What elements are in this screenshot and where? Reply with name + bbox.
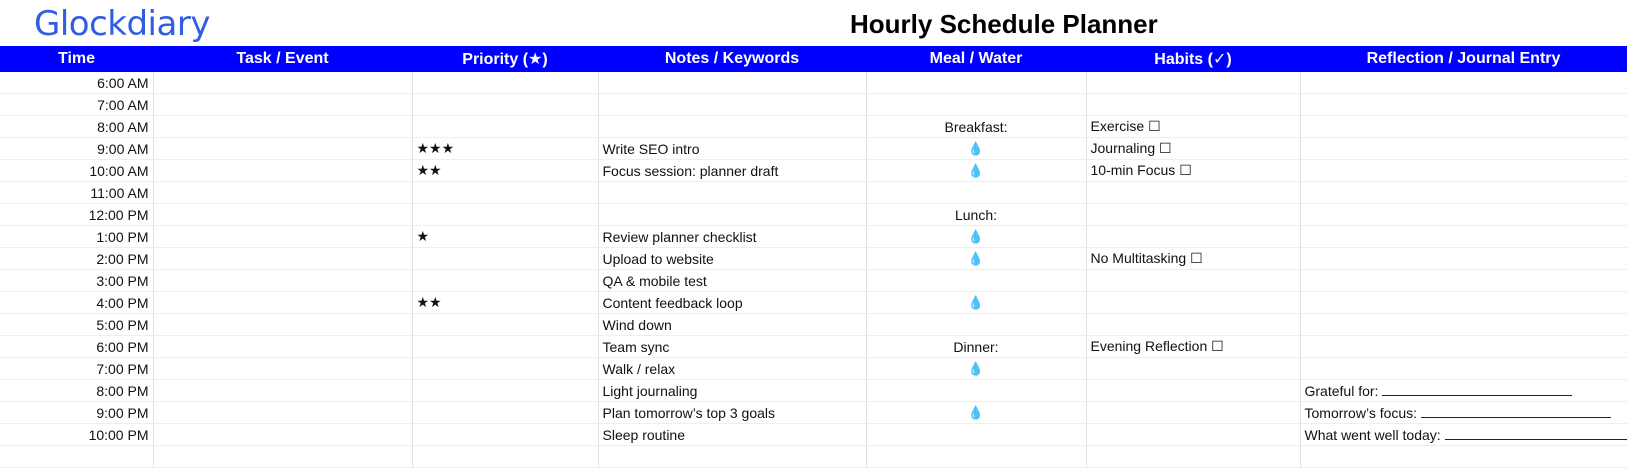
cell-habit[interactable] xyxy=(1086,72,1300,94)
cell-task[interactable] xyxy=(153,380,412,402)
cell-task[interactable] xyxy=(153,446,412,468)
table-row xyxy=(0,292,1627,314)
top-bar xyxy=(0,0,1627,46)
cell-text: 7:00 AM xyxy=(97,96,149,113)
cell-time[interactable] xyxy=(0,72,153,94)
cell-reflection[interactable] xyxy=(1300,160,1627,182)
cell-task[interactable] xyxy=(153,314,412,336)
table-row xyxy=(0,270,1627,292)
cell-time[interactable] xyxy=(0,380,153,402)
cell-text: Team sync xyxy=(602,338,670,355)
cell-task[interactable] xyxy=(153,182,412,204)
cell-habit[interactable] xyxy=(1086,248,1300,270)
cell-text: Write SEO intro xyxy=(602,140,700,157)
cell-text: Upload to website xyxy=(602,250,714,267)
cell-task[interactable] xyxy=(153,116,412,138)
cell-text: Journaling ☐ xyxy=(1090,140,1172,156)
cell-notes[interactable] xyxy=(598,160,866,182)
table-row xyxy=(0,314,1627,336)
cell-text: Focus session: planner draft xyxy=(602,162,779,179)
cell-notes[interactable] xyxy=(598,336,866,358)
cell-text: No Multitasking ☐ xyxy=(1090,250,1203,266)
cell-priority[interactable] xyxy=(412,402,598,424)
cell-text: 3:00 PM xyxy=(96,272,149,289)
cell-notes[interactable] xyxy=(598,94,866,116)
cell-task[interactable] xyxy=(153,94,412,116)
cell-time[interactable] xyxy=(0,182,153,204)
cell-priority[interactable] xyxy=(412,204,598,226)
column-header-reflection[interactable]: Reflection / Journal Entry xyxy=(1300,46,1627,72)
cell-time[interactable] xyxy=(0,402,153,424)
cell-text: 4:00 PM xyxy=(96,294,149,311)
table-row xyxy=(0,182,1627,204)
fill-in-line xyxy=(1421,405,1611,418)
cell-meal[interactable] xyxy=(866,116,1086,138)
cell-text: 10:00 PM xyxy=(88,426,149,443)
cell-notes[interactable] xyxy=(598,116,866,138)
cell-priority[interactable] xyxy=(412,380,598,402)
cell-task[interactable] xyxy=(153,424,412,446)
cell-reflection[interactable] xyxy=(1300,204,1627,226)
cell-habit[interactable] xyxy=(1086,336,1300,358)
cell-priority[interactable] xyxy=(412,358,598,380)
cell-priority[interactable] xyxy=(412,314,598,336)
table-row xyxy=(0,226,1627,248)
cell-habit[interactable] xyxy=(1086,182,1300,204)
cell-habit[interactable] xyxy=(1086,358,1300,380)
cell-reflection[interactable] xyxy=(1300,380,1627,402)
cell-reflection[interactable] xyxy=(1300,446,1627,468)
cell-time[interactable] xyxy=(0,116,153,138)
cell-meal[interactable] xyxy=(866,402,1086,424)
cell-meal[interactable] xyxy=(866,226,1086,248)
cell-text: Grateful for: xyxy=(1304,382,1379,399)
cell-time[interactable] xyxy=(0,424,153,446)
cell-meal[interactable] xyxy=(866,160,1086,182)
cell-text: Content feedback loop xyxy=(602,294,743,311)
cell-text: 8:00 PM xyxy=(96,382,149,399)
cell-notes[interactable] xyxy=(598,248,866,270)
cell-priority[interactable] xyxy=(412,248,598,270)
cell-text: 5:00 PM xyxy=(96,316,149,333)
cell-notes[interactable] xyxy=(598,380,866,402)
table-row xyxy=(0,204,1627,226)
cell-reflection[interactable] xyxy=(1300,226,1627,248)
table-row xyxy=(0,358,1627,380)
cell-text: ★★★ xyxy=(416,140,455,156)
cell-meal[interactable] xyxy=(866,72,1086,94)
cell-notes[interactable] xyxy=(598,424,866,446)
cell-time[interactable] xyxy=(0,314,153,336)
cell-task[interactable] xyxy=(153,292,412,314)
cell-notes[interactable] xyxy=(598,182,866,204)
cell-priority[interactable] xyxy=(412,160,598,182)
table-row xyxy=(0,402,1627,424)
cell-time[interactable] xyxy=(0,292,153,314)
fill-in-line xyxy=(1382,383,1572,396)
water-drop-icon: 💧 xyxy=(967,361,985,376)
cell-text: 9:00 PM xyxy=(96,404,149,421)
cell-meal[interactable] xyxy=(866,380,1086,402)
cell-reflection[interactable] xyxy=(1300,116,1627,138)
cell-reflection[interactable] xyxy=(1300,248,1627,270)
cell-priority[interactable] xyxy=(412,226,598,248)
cell-reflection[interactable] xyxy=(1300,314,1627,336)
cell-text: Walk / relax xyxy=(602,360,676,377)
column-header-time[interactable]: Time xyxy=(0,46,153,72)
cell-text: Tomorrow’s focus: xyxy=(1304,404,1418,421)
cell-time[interactable] xyxy=(0,248,153,270)
cell-task[interactable] xyxy=(153,160,412,182)
cell-text: Breakfast: xyxy=(944,118,1008,135)
table-body xyxy=(0,72,1627,468)
cell-text: 1:00 PM xyxy=(96,228,149,245)
cell-text: Dinner: xyxy=(953,338,999,355)
cell-notes[interactable] xyxy=(598,292,866,314)
cell-task[interactable] xyxy=(153,72,412,94)
cell-meal[interactable] xyxy=(866,446,1086,468)
cell-reflection[interactable] xyxy=(1300,94,1627,116)
table-row xyxy=(0,160,1627,182)
table-row xyxy=(0,116,1627,138)
cell-priority[interactable] xyxy=(412,336,598,358)
cell-meal[interactable] xyxy=(866,424,1086,446)
cell-habit[interactable] xyxy=(1086,226,1300,248)
cell-notes[interactable] xyxy=(598,72,866,94)
column-header-notes[interactable]: Notes / Keywords xyxy=(598,46,866,72)
cell-habit[interactable] xyxy=(1086,424,1300,446)
table-row xyxy=(0,424,1627,446)
water-drop-icon: 💧 xyxy=(967,163,985,178)
cell-priority[interactable] xyxy=(412,446,598,468)
cell-text: Plan tomorrow’s top 3 goals xyxy=(602,404,775,421)
cell-meal[interactable] xyxy=(866,94,1086,116)
column-header-habits[interactable]: Habits (✓) xyxy=(1086,46,1300,72)
table-row xyxy=(0,138,1627,160)
cell-task[interactable] xyxy=(153,270,412,292)
cell-text: Wind down xyxy=(602,316,672,333)
cell-notes[interactable] xyxy=(598,402,866,424)
cell-priority[interactable] xyxy=(412,292,598,314)
cell-meal[interactable] xyxy=(866,138,1086,160)
page-title: Hourly Schedule Planner xyxy=(850,9,1158,39)
cell-text: QA & mobile test xyxy=(602,272,707,289)
column-header-meal[interactable]: Meal / Water xyxy=(866,46,1086,72)
water-drop-icon: 💧 xyxy=(967,141,985,156)
cell-text: What went well today: xyxy=(1304,426,1441,443)
table-row xyxy=(0,72,1627,94)
column-header-priority[interactable]: Priority (★) xyxy=(412,46,598,72)
cell-text: ★★ xyxy=(416,294,442,310)
cell-text: 11:00 AM xyxy=(90,184,149,201)
cell-meal[interactable] xyxy=(866,204,1086,226)
table-row xyxy=(0,248,1627,270)
cell-task[interactable] xyxy=(153,138,412,160)
schedule-table xyxy=(0,46,1627,468)
cell-task[interactable] xyxy=(153,248,412,270)
cell-time[interactable] xyxy=(0,358,153,380)
cell-reflection[interactable] xyxy=(1300,402,1627,424)
cell-reflection[interactable] xyxy=(1300,138,1627,160)
header-row xyxy=(0,46,1627,72)
cell-text: Lunch: xyxy=(954,206,998,223)
cell-priority[interactable] xyxy=(412,94,598,116)
cell-reflection[interactable] xyxy=(1300,270,1627,292)
cell-notes[interactable] xyxy=(598,314,866,336)
cell-reflection[interactable] xyxy=(1300,72,1627,94)
cell-notes[interactable] xyxy=(598,446,866,468)
cell-habit[interactable] xyxy=(1086,138,1300,160)
cell-text: Review planner checklist xyxy=(602,228,757,245)
column-header-task[interactable]: Task / Event xyxy=(153,46,412,72)
cell-text: ★★ xyxy=(416,162,442,178)
cell-text: 6:00 PM xyxy=(96,338,149,355)
cell-text: 8:00 AM xyxy=(97,118,149,135)
cell-habit[interactable] xyxy=(1086,270,1300,292)
cell-notes[interactable] xyxy=(598,226,866,248)
table-row xyxy=(0,336,1627,358)
cell-text: 12:00 PM xyxy=(88,206,149,223)
cell-task[interactable] xyxy=(153,204,412,226)
water-drop-icon: 💧 xyxy=(967,295,985,310)
cell-reflection[interactable] xyxy=(1300,182,1627,204)
cell-time[interactable] xyxy=(0,138,153,160)
cell-priority[interactable] xyxy=(412,72,598,94)
cell-habit[interactable] xyxy=(1086,402,1300,424)
cell-meal[interactable] xyxy=(866,358,1086,380)
cell-meal[interactable] xyxy=(866,270,1086,292)
cell-meal[interactable] xyxy=(866,182,1086,204)
cell-priority[interactable] xyxy=(412,138,598,160)
cell-habit[interactable] xyxy=(1086,292,1300,314)
cell-time[interactable] xyxy=(0,94,153,116)
cell-reflection[interactable] xyxy=(1300,336,1627,358)
cell-priority[interactable] xyxy=(412,182,598,204)
cell-text: Light journaling xyxy=(602,382,698,399)
cell-notes[interactable] xyxy=(598,204,866,226)
water-drop-icon: 💧 xyxy=(967,405,985,420)
fill-in-line xyxy=(1445,427,1627,440)
cell-reflection[interactable] xyxy=(1300,292,1627,314)
cell-text: Evening Reflection ☐ xyxy=(1090,338,1224,354)
cell-text: Exercise ☐ xyxy=(1090,118,1161,134)
cell-time[interactable] xyxy=(0,270,153,292)
cell-text: 7:00 PM xyxy=(96,360,149,377)
cell-habit[interactable] xyxy=(1086,446,1300,468)
cell-reflection[interactable] xyxy=(1300,358,1627,380)
cell-time[interactable] xyxy=(0,204,153,226)
cell-time[interactable] xyxy=(0,226,153,248)
cell-habit[interactable] xyxy=(1086,116,1300,138)
cell-habit[interactable] xyxy=(1086,160,1300,182)
cell-text: ★ xyxy=(416,228,430,244)
cell-notes[interactable] xyxy=(598,358,866,380)
cell-task[interactable] xyxy=(153,402,412,424)
water-drop-icon: 💧 xyxy=(967,229,985,244)
cell-notes[interactable] xyxy=(598,138,866,160)
cell-meal[interactable] xyxy=(866,314,1086,336)
cell-time[interactable] xyxy=(0,160,153,182)
cell-meal[interactable] xyxy=(866,336,1086,358)
cell-habit[interactable] xyxy=(1086,204,1300,226)
table-row xyxy=(0,380,1627,402)
cell-meal[interactable] xyxy=(866,248,1086,270)
cell-priority[interactable] xyxy=(412,270,598,292)
cell-text: 10-min Focus ☐ xyxy=(1090,162,1192,178)
cell-text: 10:00 AM xyxy=(89,162,149,179)
cell-habit[interactable] xyxy=(1086,94,1300,116)
brand-logo[interactable]: Glockdiary xyxy=(34,4,210,44)
cell-text: 6:00 AM xyxy=(97,74,149,91)
cell-habit[interactable] xyxy=(1086,380,1300,402)
cell-time[interactable] xyxy=(0,446,153,468)
table-row xyxy=(0,446,1627,468)
water-drop-icon: 💧 xyxy=(967,251,985,266)
cell-time[interactable] xyxy=(0,336,153,358)
table-row xyxy=(0,94,1627,116)
cell-text: Sleep routine xyxy=(602,426,686,443)
cell-meal[interactable] xyxy=(866,292,1086,314)
cell-habit[interactable] xyxy=(1086,314,1300,336)
cell-priority[interactable] xyxy=(412,116,598,138)
cell-task[interactable] xyxy=(153,226,412,248)
cell-text: 9:00 AM xyxy=(97,140,149,157)
cell-priority[interactable] xyxy=(412,424,598,446)
cell-notes[interactable] xyxy=(598,270,866,292)
cell-text: 2:00 PM xyxy=(96,250,149,267)
cell-task[interactable] xyxy=(153,358,412,380)
cell-reflection[interactable] xyxy=(1300,424,1627,446)
cell-task[interactable] xyxy=(153,336,412,358)
